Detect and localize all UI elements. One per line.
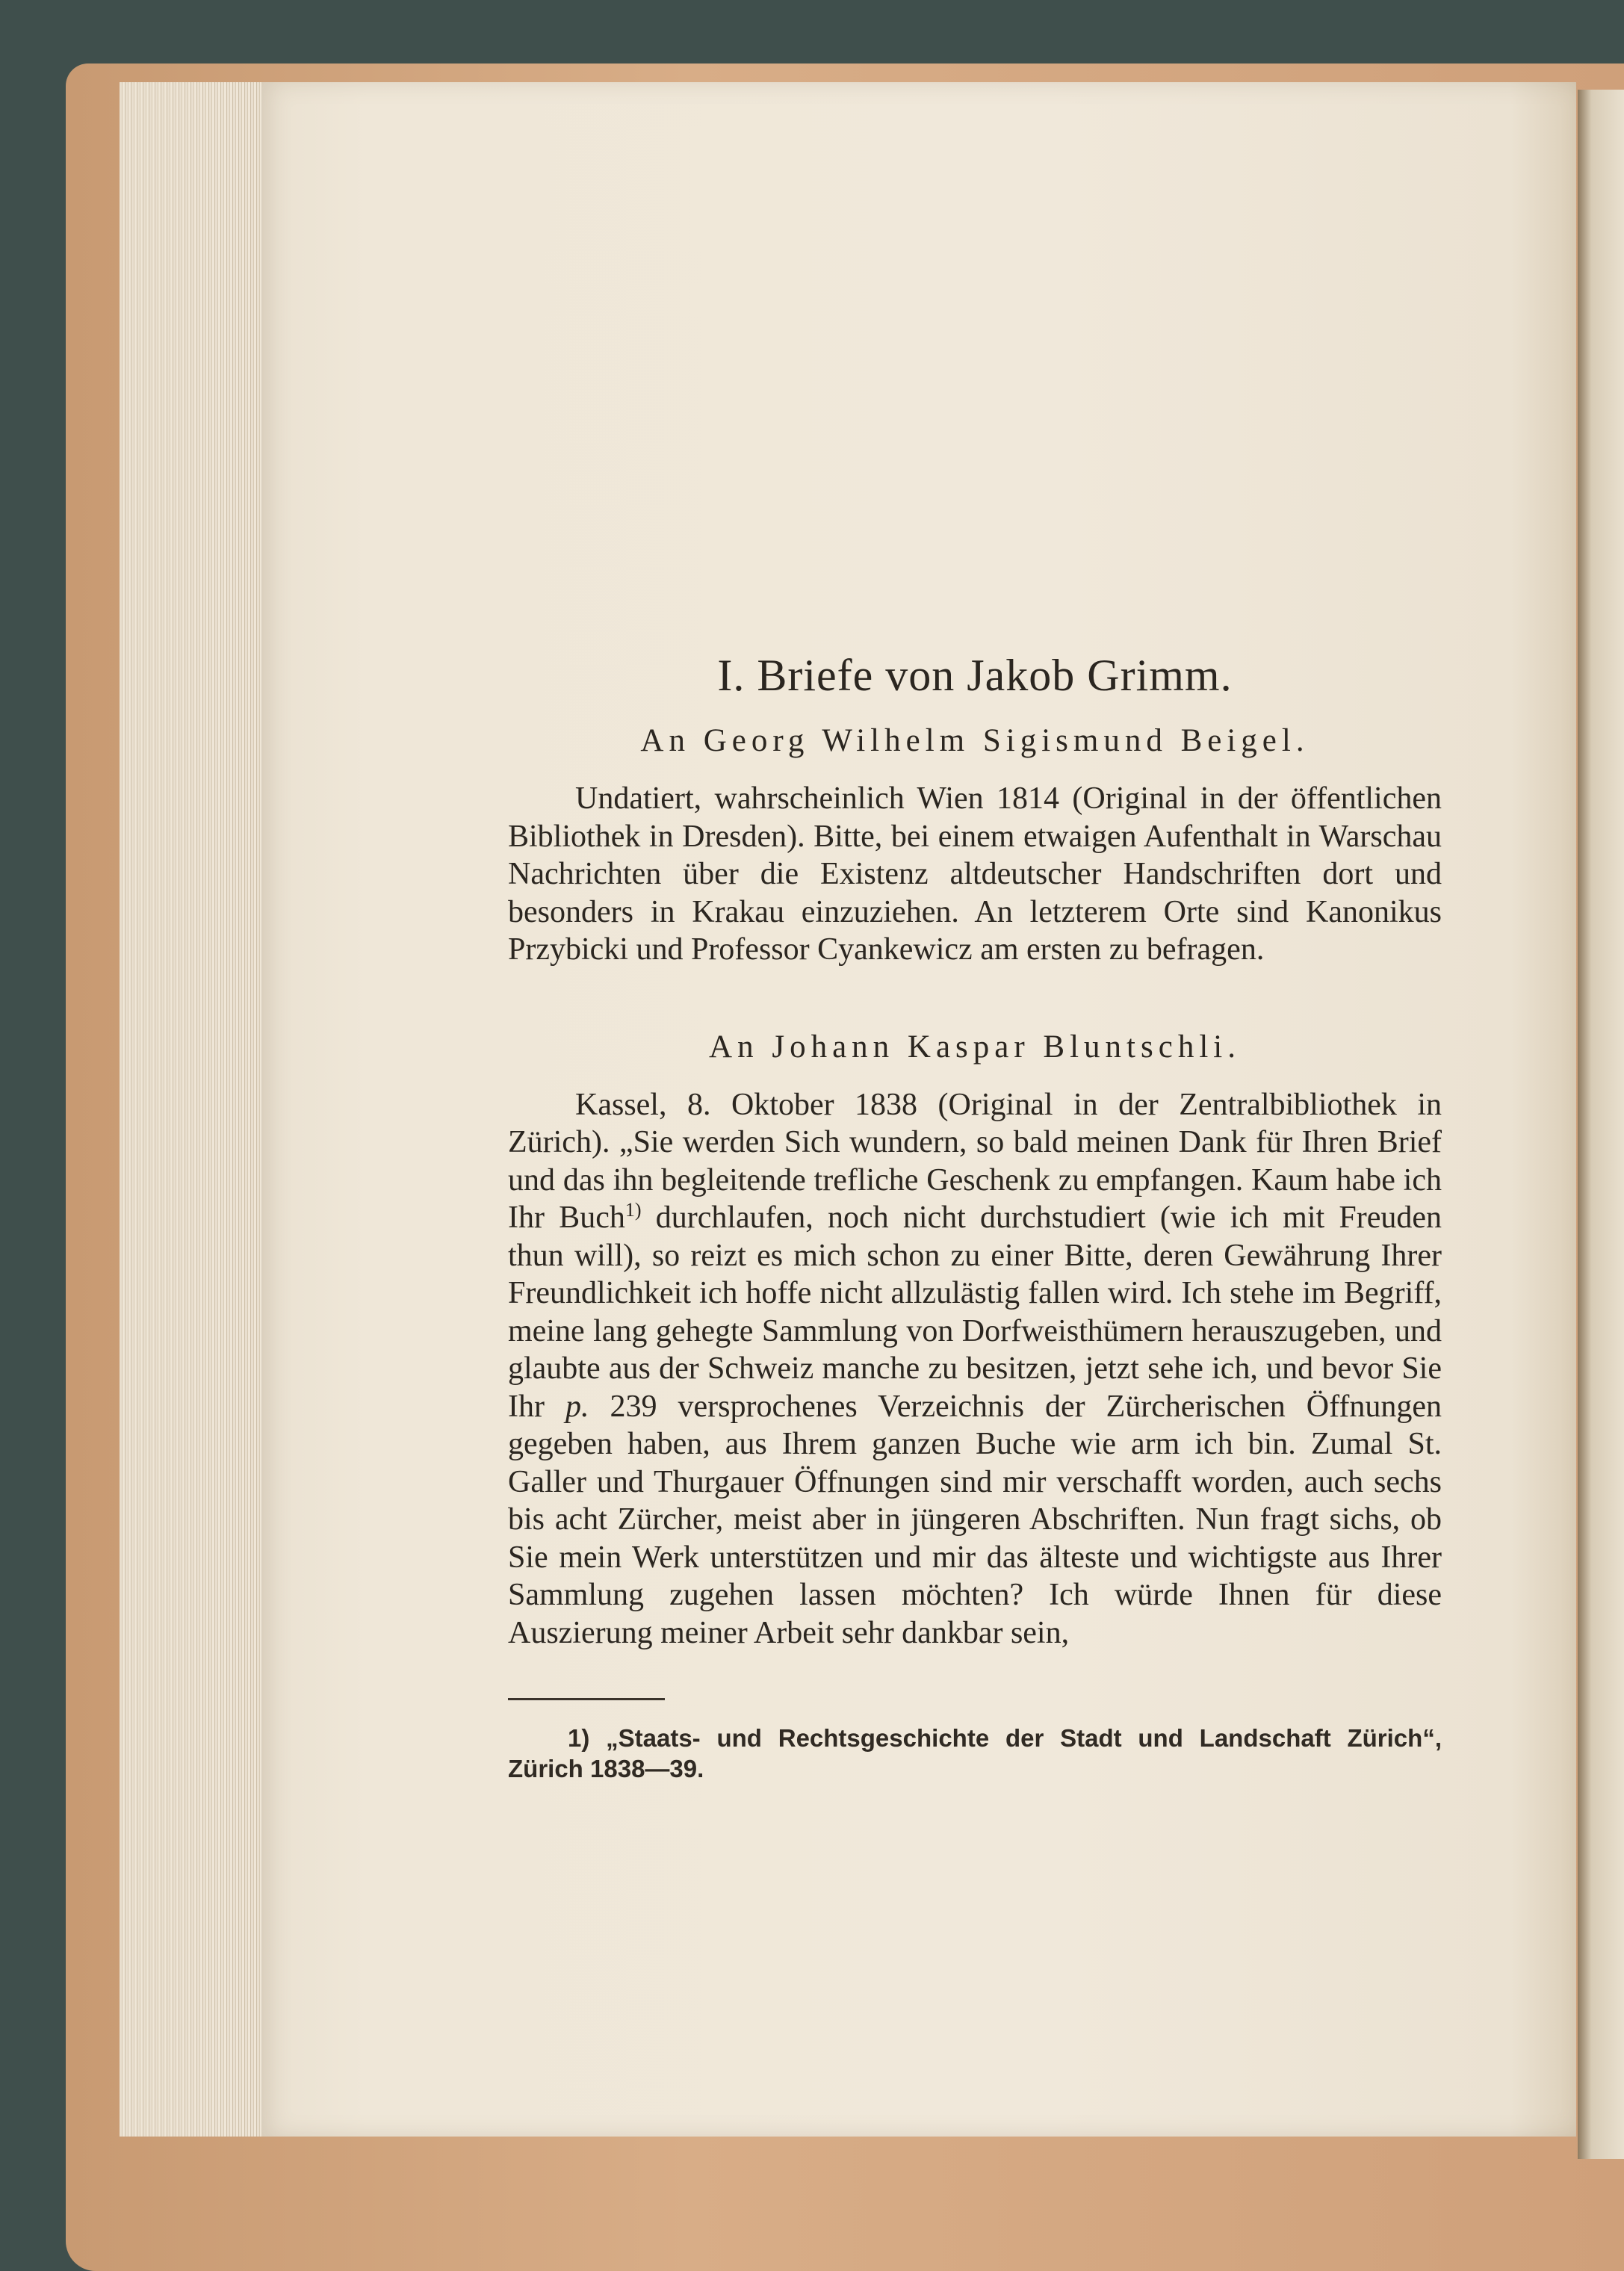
page-edges	[120, 82, 269, 2137]
footnote-marker: 1)	[625, 1199, 642, 1221]
letter-text-bluntschli	[508, 1086, 1442, 1652]
page-reference: p.	[565, 1389, 589, 1424]
letter-summary-beigel: Undatiert, wahrscheinlich Wien 1814 (Original in der öffentlichen Bibliothek in Dresden). Bitte, bei einem etwaigen Aufenthalt in Warschau Nachrichten über die Existenz altdeutscher Handschriften dort und besonders in Krakau einzuziehen. An letzterem Orte sind Kanonikus Przybicki und Professor Cyankewicz am ersten zu befragen.	[508, 781, 1442, 967]
chapter-title: I. Briefe von Jakob Grimm.	[717, 651, 1233, 700]
footnote: 1) „Staats- und Rechtsgeschichte der Stadt und Landschaft Zürich“, Zürich 1838—39.	[508, 1724, 1442, 1782]
letter-text-part-2: durchlaufen, noch nicht durchstudiert (wie ich mit Freuden thun will), so reizt es mich schon zu einer Bitte, deren Gewährung Ihrer Freundlichkeit ich hoffe nicht allzulästig fallen wird. Ich stehe im Begriff, meine lang gehegte Sammlung von Dorfweisthümern herauszugeben, und glaubte aus der Schweiz manche zu besitzen, jetzt sehe ich, und bevor Sie Ihr	[508, 1200, 1442, 1424]
letter-text-part-1: Kassel, 8. Oktober 1838 (Original in der Zentralbibliothek in Zürich). „Sie werden Sich wundern, so bald meinen Dank für Ihren Brief und das ihn begleitende trefliche Geschenk zu empfangen. Kaum habe ich Ihr Buch	[508, 1087, 1442, 1235]
facing-page-edge	[1578, 90, 1624, 2159]
letter-addressee-beigel: An Georg Wilhelm Sigismund Beigel.	[640, 723, 1310, 758]
page-text	[508, 650, 1442, 1784]
letter-text-part-3: 239 versprochenes Verzeichnis der Zürcherischen Öffnungen gegeben haben, aus Ihrem ganzen Buche wie arm ich bin. Zumal St. Galler und Thurgauer Öffnungen sind mir verschafft worden, auch sechs bis acht Zürcher, meist aber in jüngeren Abschriften. Nun fragt sichs, ob Sie mein Werk unterstützen und mir das älteste und wichtigste aus Ihrer Sammlung zugehen lassen möchten? Ich würde Ihnen für diese Auszierung meiner Arbeit sehr dankbar sein,	[508, 1389, 1442, 1650]
letter-addressee-bluntschli: An Johann Kaspar Bluntschli.	[709, 1029, 1241, 1065]
footnote-divider	[508, 1698, 665, 1700]
